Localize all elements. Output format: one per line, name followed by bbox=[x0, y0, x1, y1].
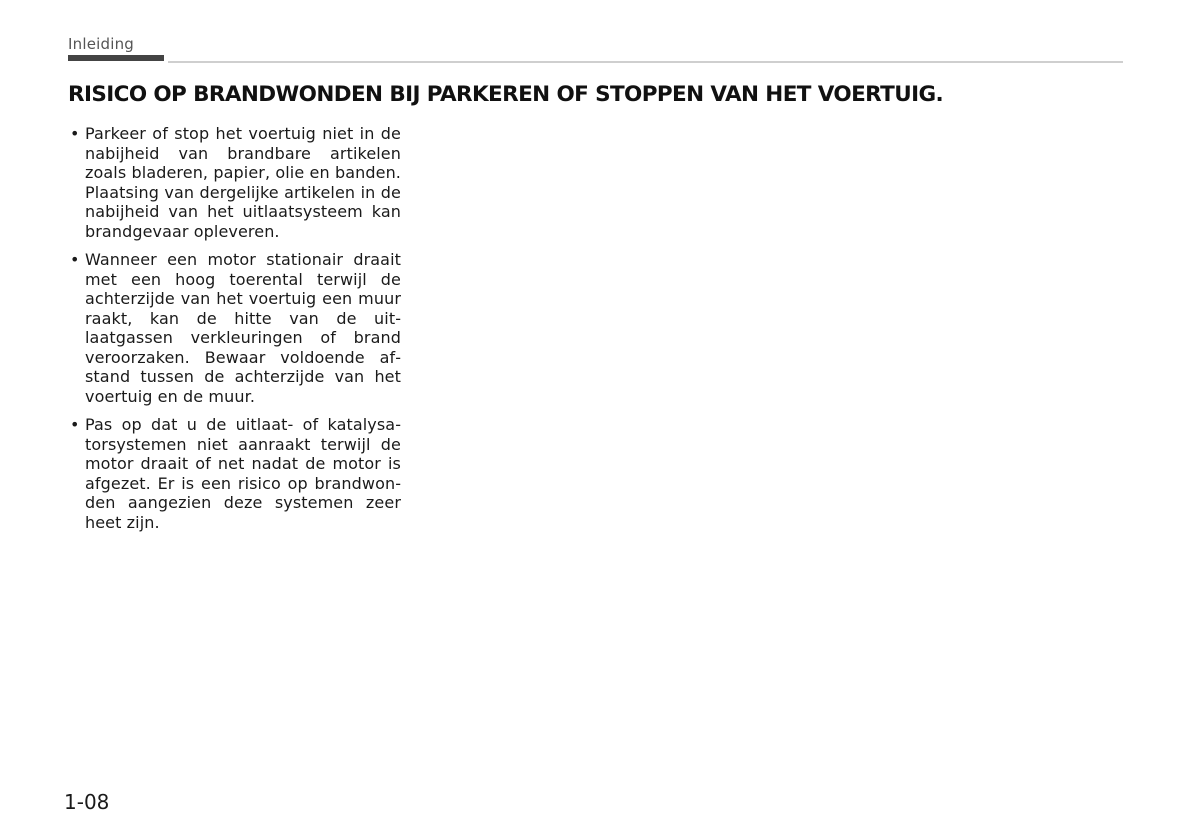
list-item-text: Pas op dat u de uitlaat- of katalysatorsystemen niet aanraakt terwijl de motor draait of net nadat de motor is afgezet. Er is een risico op brandwonden aangezien deze systemen zeer heet zijn. bbox=[85, 415, 401, 532]
page-number: 1-08 bbox=[64, 790, 110, 814]
list-item bbox=[70, 250, 401, 406]
header-accent-bar bbox=[68, 55, 164, 61]
bullet-icon: • bbox=[70, 124, 80, 143]
page-title: RISICO OP BRANDWONDEN BIJ PARKEREN OF STOPPEN VAN HET VOERTUIG. bbox=[68, 82, 944, 107]
list-item-text: Parkeer of stop het voertuig niet in de nabijheid van brandbare artikelen zoals bladeren, papier, olie en banden. Plaatsing van dergelijke artikelen in de nabijheid van het uitlaatsysteem kan brandgevaar opleveren. bbox=[85, 124, 401, 241]
warning-list bbox=[70, 124, 401, 541]
list-item bbox=[70, 415, 401, 532]
section-label: Inleiding bbox=[68, 35, 135, 53]
bullet-icon: • bbox=[70, 250, 80, 269]
header-rule bbox=[168, 61, 1123, 63]
list-item-text: Wanneer een motor stationair draait met een hoog toerental terwijl de achterzijde van het voertuig een muur raakt, kan de hitte van de uitlaatgassen verkleuringen of brand veroorzaken. Bewaar voldoende afstand tussen de achterzijde van het voertuig en de muur. bbox=[85, 250, 401, 406]
bullet-icon: • bbox=[70, 415, 80, 434]
list-item bbox=[70, 124, 401, 241]
